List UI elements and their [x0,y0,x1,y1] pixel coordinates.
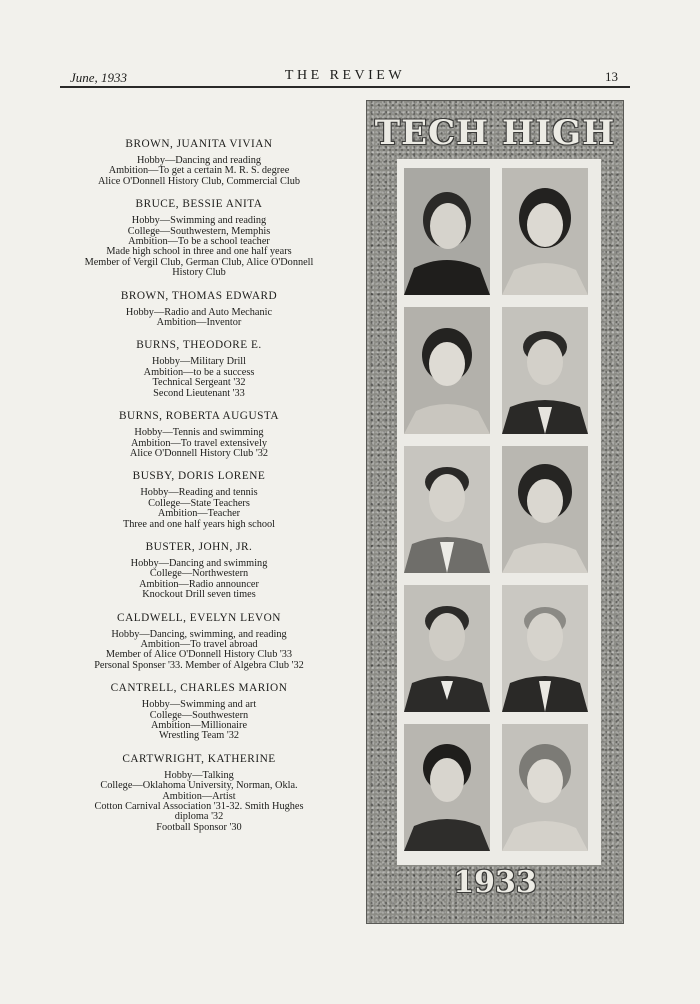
student-entry [40,612,358,672]
student-name: CANTRELL, CHARLES MARION [110,682,288,695]
entry-detail-line: Ambition—Teacher [157,508,241,520]
student-entries [40,138,358,844]
entry-detail-line: Ambition—Millionaire [150,720,248,731]
issue-date: June, 1933 [70,70,128,85]
student-name: BRUCE, BESSIE ANITA [135,198,263,211]
student-entry [40,410,358,459]
student-entry [40,138,358,187]
entry-detail-line: Personal Sponser '33. Member of Algebra Club '32 [94,659,304,671]
entry-detail-line: Hobby—Military Drill [151,356,247,368]
student-name: CALDWELL, EVELYN LEVON [117,611,281,624]
student-name: BROWN, JUANITA VIVIAN [125,138,273,150]
photo-grid [397,159,601,865]
entry-detail-line: Football Sponsor '30 [156,821,242,833]
student-photo [404,724,490,851]
student-photo [502,307,588,434]
entry-detail-line: College—Southwestern, Memphis [127,225,271,237]
entry-detail-line: College—Northwestern [149,568,249,580]
panel-title: TECH HIGH [374,113,616,153]
entry-detail-line: Hobby—Dancing and swimming [130,557,268,569]
entry-detail-line: History Club [172,267,226,279]
entry-detail-line: Hobby—Tennis and swimming [134,427,264,439]
entry-detail-line: Hobby—Reading and tennis [140,487,258,499]
student-photo [502,585,588,712]
entry-detail-line: Wrestling Team '32 [158,730,240,742]
entry-detail-line: Ambition—To travel extensively [131,437,267,449]
student-name: BURNS, THEODORE E. [136,339,262,352]
entry-detail-line: Hobby—Swimming and art [141,699,257,711]
entry-detail-line: Member of Alice O'Donnell History Club '33 [105,649,293,661]
student-photo [404,585,490,712]
entry-detail-line: Technical Sergeant '32 [152,377,246,389]
student-name: BURNS, ROBERTA AUGUSTA [118,410,280,423]
student-photo [502,724,588,851]
entry-detail-line: diploma '32 [174,811,224,823]
entry-detail-line: Knockout Drill seven times [142,589,256,601]
student-entry [40,339,358,399]
student-name: BROWN, THOMAS EDWARD [120,289,278,302]
student-photo [404,446,490,573]
page-number: 13 [605,69,618,84]
entry-detail-line: Hobby—Swimming and reading [131,215,267,227]
student-name: BUSBY, DORIS LORENE [132,470,266,483]
entry-detail-line: College—Oklahoma University, Norman, Okla. [100,780,298,792]
student-name: CARTWRIGHT, KATHERINE [122,752,276,765]
student-entry [40,682,358,742]
student-entry [40,290,358,329]
entry-detail-line: Ambition—To be a school teacher [128,236,270,248]
entry-detail-line: Ambition—To travel abroad [140,638,258,650]
student-photo [502,168,588,295]
entry-detail-line: Ambition—To get a certain M. R. S. degree [108,165,290,177]
entry-detail-line: Ambition—Inventor [156,317,242,329]
student-entry [40,753,358,833]
entry-detail-line: Hobby—Radio and Auto Mechanic [125,306,273,318]
entry-detail-line: Member of Vergil Club, German Club, Alice O'Donnell [84,256,314,268]
photo-panel [366,100,624,924]
student-entry [40,198,358,278]
entry-detail-line: Second Lieutenant '33 [153,387,245,399]
entry-detail-line: Three and one half years high school [122,518,276,530]
entry-detail-line: Hobby—Dancing, swimming, and reading [111,628,287,640]
entry-detail-line: Ambition—to be a success [143,366,255,378]
entry-detail-line: Alice O'Donnell History Club '32 [129,447,269,459]
entry-detail-line: College—State Teachers [148,497,250,509]
entry-detail-line: College—Southwestern [149,709,249,721]
student-entry [40,470,358,530]
entry-detail-line: Cotton Carnival Association '31-32. Smith Hughes [94,801,304,813]
entry-detail-line: Ambition—Artist [162,790,236,802]
entry-detail-line: Hobby—Talking [164,769,234,781]
entry-detail-line: Hobby—Dancing and reading [136,155,262,166]
student-photo [502,446,588,573]
page-header [60,66,630,88]
student-entry [40,541,358,601]
student-name: BUSTER, JOHN, JR. [145,540,253,553]
publication-title: THE REVIEW [284,68,406,83]
student-photo [404,168,490,295]
entry-detail-line: Ambition—Radio announcer [139,578,259,590]
entry-detail-line: Made high school in three and one half years [106,246,292,258]
student-photo [404,307,490,434]
panel-year: 1933 [453,865,537,900]
entry-detail-line: Alice O'Donnell History Club, Commercial Club [97,175,301,187]
